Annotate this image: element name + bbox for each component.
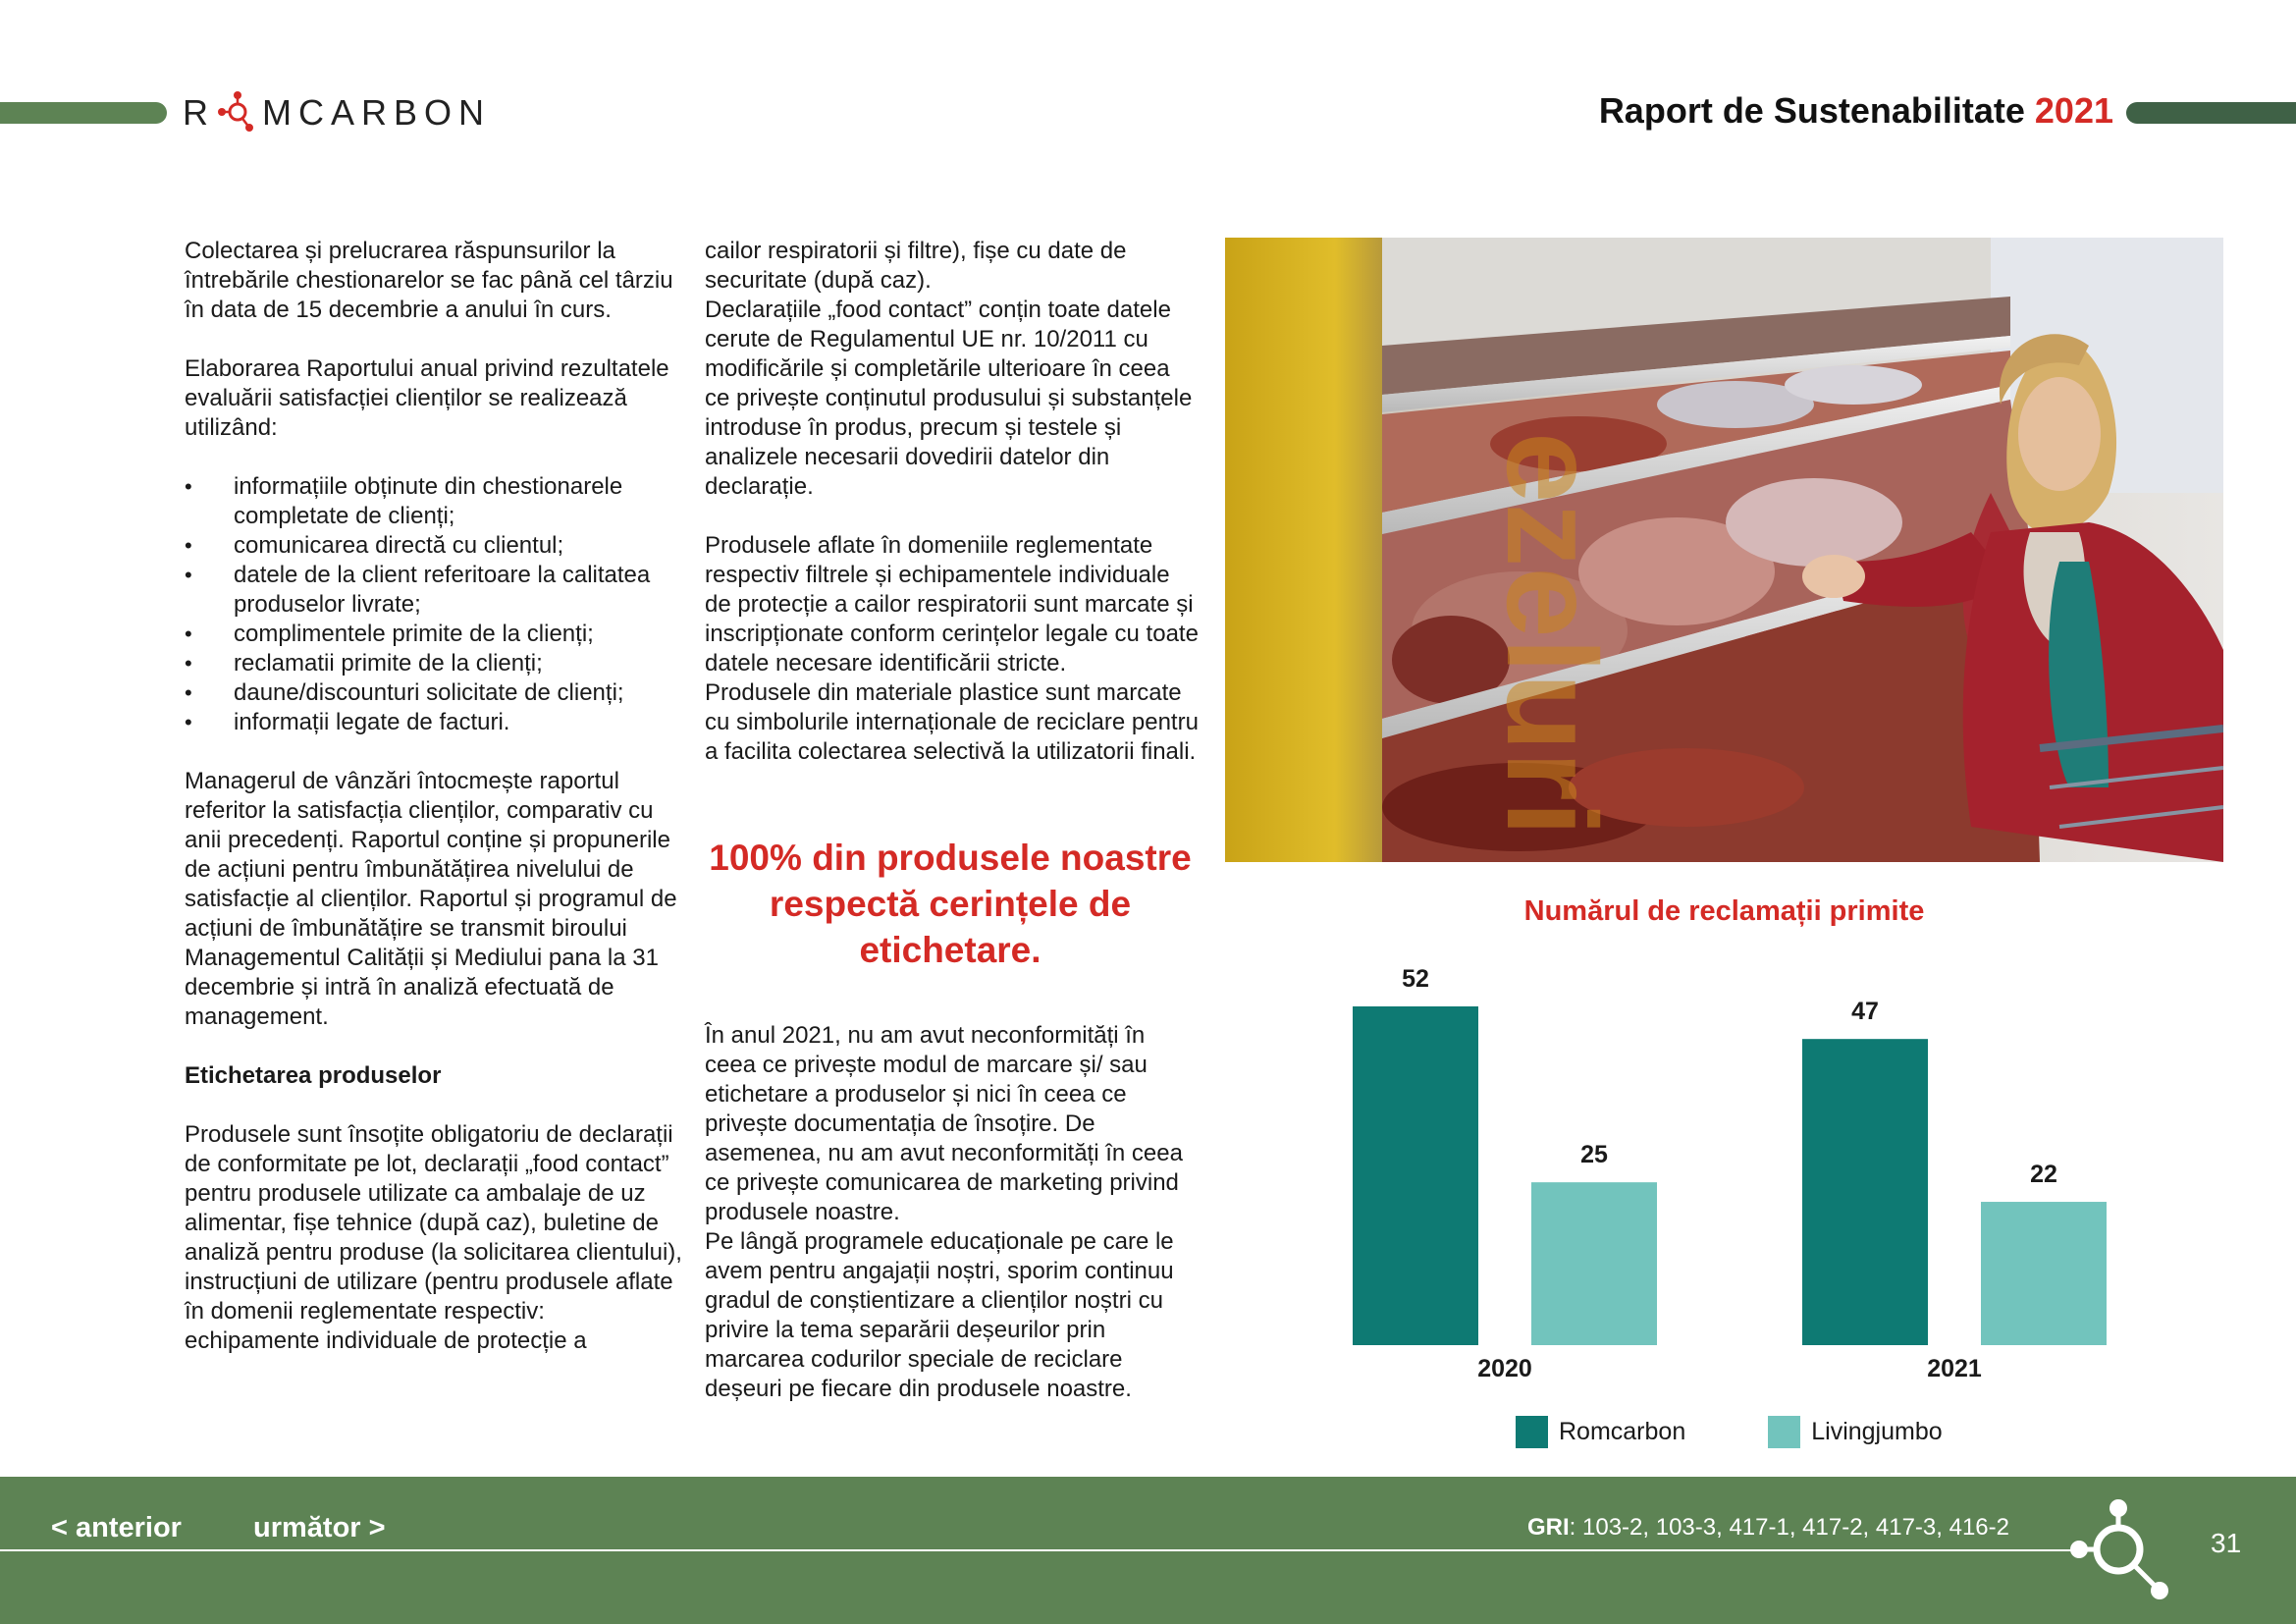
text-column-2 (705, 237, 1201, 767)
chart-legend (1516, 1416, 2025, 1448)
molecule-icon (217, 90, 258, 135)
next-page-link[interactable]: următor > (253, 1512, 386, 1543)
legend-swatch (1768, 1416, 1800, 1448)
paragraph: În anul 2021, nu am avut neconformități în ceea ce privește modul de marcare și/ sau etichetare a produselor și nici în ceea ce privește documentația de însoțire. De asemenea, nu am avut neconformități în ceea ce privește comunicarea de marketing privind produsele noastre. (705, 1022, 1183, 1225)
bar-livingjumbo-2021 (1981, 1202, 2107, 1345)
legend-label: Romcarbon (1559, 1418, 1686, 1445)
footer-divider (0, 1549, 2091, 1551)
text-column-2-lower (705, 1021, 1201, 1404)
list-item: • reclamatii primite de la clienți; (185, 649, 685, 678)
data-label: 52 (1402, 965, 1429, 993)
report-title (1599, 90, 2113, 132)
report-title-text: Raport de Sustenabilitate (1598, 90, 2025, 131)
logo-wordmark: MCARBON (262, 92, 492, 133)
footer (0, 1477, 2296, 1624)
data-label: 22 (2030, 1161, 2057, 1189)
list-item: • complimentele primite de la clienți; (185, 620, 685, 649)
legend-label: Livingjumbo (1811, 1418, 1943, 1445)
header-bar-left (0, 102, 167, 124)
molecule-icon (2059, 1490, 2197, 1613)
photo-sign-text: ezeluri (1480, 432, 1624, 837)
data-label: 25 (1580, 1141, 1608, 1169)
list-item: • datele de la client referitoare la calitatea produselor livrate; (185, 561, 685, 620)
chart-svg (1225, 943, 2223, 1473)
gri-values: : 103-2, 103-3, 417-1, 417-2, 417-3, 416-2 (1569, 1514, 2009, 1541)
paragraph: Produsele din materiale plastice sunt marcate cu simbolurile internaționale de reciclare pentru a facilita colectarea selectivă la utilizatorii finali. (705, 679, 1199, 765)
paragraph: Colectarea și prelucrarea răspunsurilor la întrebările chestionarelor se fac până cel târziu în data de 15 decembrie a anului în curs. (185, 238, 673, 323)
gri-label: GRI (1527, 1514, 1570, 1541)
previous-page-link[interactable]: < anterior (51, 1512, 182, 1543)
paragraph: Declarațiile „food contact” conțin toate datele cerute de Regulamentul UE nr. 10/2011 cu modificările și completările ulterioare în ceea ce privește conținutul produsului și substanțele introduse în produs, precum și testele și analizele necesarii dovedirii datelor din declarație. (705, 297, 1193, 500)
paragraph: Elaborarea Raportului anual privind rezultatele evaluării satisfacției clienților se realizează utilizând: (185, 355, 669, 441)
paragraph: cailor respiratorii și filtre), fișe cu date de securitate (după caz). (705, 238, 1127, 294)
report-year: 2021 (2034, 90, 2113, 131)
chart-title: Numărul de reclamații primite (1523, 895, 1925, 927)
paragraph: Produsele sunt însoțite obligatoriu de declarații de conformitate pe lot, declarații „food contact” pentru produsele utilizate ca ambalaje de uz alimentar, fișe tehnice (după caz), buletine de analiză pentru produse (la solicitarea clientului), instrucțiuni de utilizare (pentru produsele aflate în domenii reglementate respectiv: echipamente individuale de protecție a (185, 1121, 682, 1354)
romcarbon-logo (183, 90, 491, 135)
gri-references (1527, 1514, 2009, 1542)
bar-romcarbon-2020 (1353, 1006, 1478, 1345)
bar-livingjumbo-2020 (1531, 1182, 1657, 1345)
paragraph: Managerul de vânzări întocmește raportul referitor la satisfacția clienților, comparativ cu anii precedenți. Raportul conține și propunerile de acțiuni pentru îmbunătățirea nivelului de satisfacție al clienților. Raportul și programul de acțiuni de îmbunătățire se transmit biroului Managementul Calității și Mediului pana la 31 decembrie și intră în analiză efectuată de management. (185, 768, 677, 1030)
list-item: • comunicarea directă cu clientul; (185, 531, 685, 561)
legend-swatch (1516, 1416, 1548, 1448)
complaints-bar-chart (1225, 943, 2223, 1473)
data-label: 47 (1851, 998, 1879, 1026)
page-number: 31 (2211, 1528, 2242, 1558)
highlight-statement: 100% din produsele noastre respectă cerințele de etichetare. (709, 838, 1192, 970)
category-label: 2020 (1477, 1355, 1532, 1382)
list-item: • daune/discounturi solicitate de clienți; (185, 678, 685, 708)
bar-romcarbon-2021 (1802, 1039, 1928, 1345)
logo-letter-r: R (183, 92, 215, 133)
list-item: • informații legate de facturi. (185, 708, 685, 737)
paragraph: Pe lângă programele educaționale pe care le avem pentru angajații noștri, sporim continuu gradul de conștientizare a clienților noștri cu privire la tema separării deșeurilor prin marcarea codurilor speciale de reciclare deșeuri pe fiecare din produsele noastre. (705, 1228, 1174, 1402)
legend-item-livingjumbo (1768, 1416, 1942, 1448)
text-column-1 (185, 237, 685, 1356)
list-item: • informațiile obținute din chestionarele completate de clienți; (185, 472, 685, 531)
header-bar-right (2126, 102, 2296, 124)
legend-item-romcarbon (1516, 1416, 1685, 1448)
paragraph: Produsele aflate în domeniile reglementate respectiv filtrele și echipamentele individuale de protecție a cailor respiratorii sunt marcate și inscripționate conform cerințelor legale cu toate datele necesare identificării stricte. (705, 532, 1199, 677)
bullet-list (185, 472, 685, 737)
supermarket-photo (1225, 238, 2223, 862)
section-heading: Etichetarea produselor (185, 1062, 442, 1089)
category-label: 2021 (1927, 1355, 1982, 1382)
